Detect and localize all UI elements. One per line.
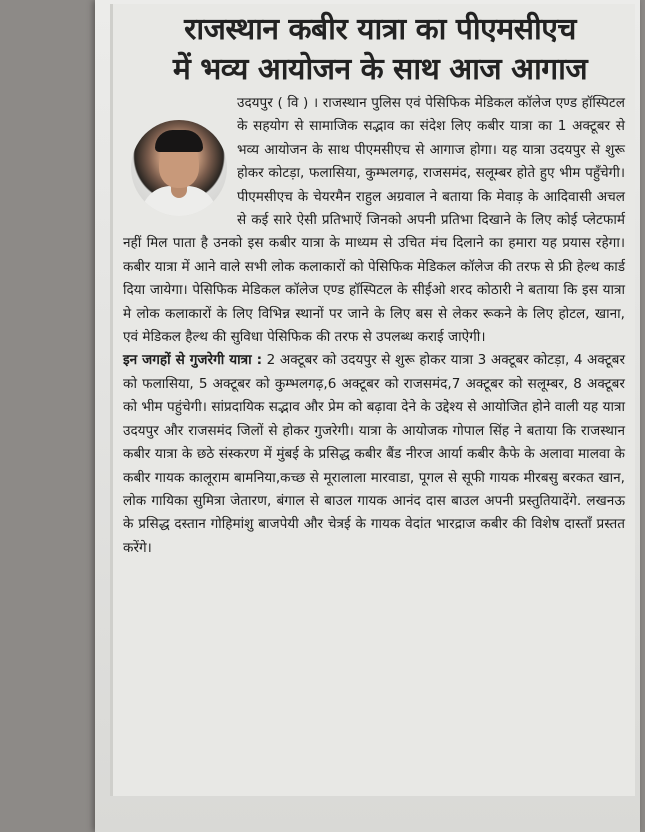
subheading-route: इन जगहों से गुजरेगी यात्रा : [123, 352, 263, 369]
headline [131, 10, 629, 90]
headline-line-1: राजस्थान कबीर यात्रा का पीएमसीएच [184, 12, 576, 47]
portrait-photo [131, 120, 227, 216]
article-body [123, 92, 625, 560]
headline-line-2: में भव्य आयोजन के साथ आज आगाज [172, 52, 588, 87]
news-clipping [110, 4, 635, 796]
paragraph-2: 2 अक्टूबर को उदयपुर से शुरू होकर यात्रा 3 अक्टूबर कोटड़ा, 4 अक्टूबर को फलासिया, 5 अक्टूबर को कुम्भलगढ़,6 अक्टूबर को राजसमंद,7 अक्टूबर को सलूम्बर, 8 अक्टूबर को भीम पहुंचेगी। सांप्रदायिक सद्भाव और प्रेम को बढ़ावा देने के उद्देश्य से आयोजित होने वाली यह यात्रा उदयपुर और राजसमंद जिलों से होकर गुजरेगी। यात्रा के आयोजक गोपाल सिंह ने बताया कि राजस्थान कबीर यात्रा के छठे संस्करण में मुंबई के प्रसिद्ध कबीर बैंड नीरज आर्या कबीर कैफे के अलावा मालवा के कबीर गायक कालूराम बामनिया,कच्छ से मूरालाला मारवाडा, पूगल से सूफी गायक मीरबसु बरकत खान, लोक गायिका सुमित्रा जेतारण, बंगाल से बाउल गायक आनंद दास बाउल अपनी प्रस्तुतियादेंगे. लखनऊ के प्रसिद्ध दस्तान गोहिमांशु बाजपेयी और चेत्रई के गायक वेदांत भारद्राज कबीर की विशेष दास्ताँ प्रस्तत करेंगे। [123, 352, 625, 556]
dateline: उदयपुर ( वि ) । [237, 95, 319, 111]
paragraph-1: राजस्थान पुलिस एवं पेसिफिक मेडिकल कॉलेज एण्ड हॉस्पिटल के सहयोग से सामाजिक सद्भाव का संदेश लिए कबीर यात्रा का 1 अक्टूबर से भव्य आयोजन के साथ पीएमसीएच से आगाज होगा। यह यात्रा उदयपुर से शुरू होकर कोटड़ा, फलासिया, कुम्भलगढ़, राजसमंद, सलूम्बर होते हुए भीम पहुँचेगी। पीएमसीएच के चेयरमैन राहुल अग्रवाल ने बताया कि मेवाड़ के आदिवासी अचल से कई सारे ऐसी प्रतिभाऐं जिनको अपनी प्रतिभा दिखाने के लिए कोई प्लेटफार्म नहीं मिल पाता है उनको इस कबीर यात्रा के माध्यम से उचित मंच दिलाने का हमारा यह प्रयास रहेगा। कबीर यात्रा में आने वाले सभी लोक कलाकारों को पेसिफिक मेडिकल कॉलेज की तरफ से फ्री हेल्थ कार्ड दिया जायेगा। पेसिफिक मेडिकल कॉलेज एण्ड हॉस्पिटल के सीईओ शरद कोठारी ने बताया कि इस यात्रा मे लोक कलाकारों के लिए विभिन्न स्थानों पर जाने के लिए बस से लेकर रूकने के लिए होटल, खाना, एवं मेडिकल हैल्थ की सुविधा पेसिफिक की तरफ से उपलब्ध कराई जाऐगी। [123, 95, 625, 346]
